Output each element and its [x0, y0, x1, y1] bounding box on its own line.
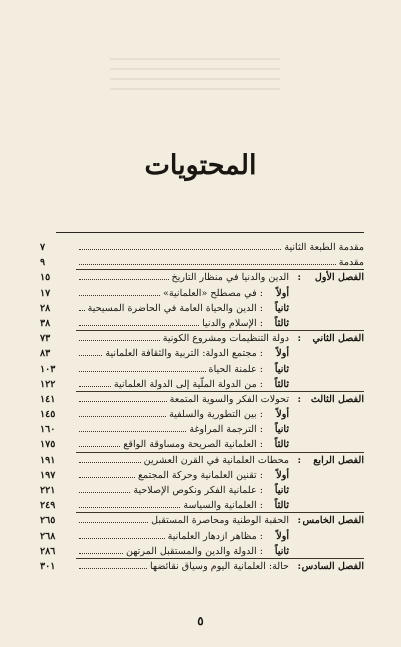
sub-label: أولاً	[276, 530, 289, 542]
leader-dots	[79, 295, 160, 296]
sub-label: ثانياً	[274, 545, 289, 557]
leader-dots	[79, 538, 165, 539]
chapter-colon: :	[297, 333, 301, 345]
contents-row	[0, 346, 401, 361]
page-ref: ٢٨	[40, 302, 51, 314]
chapter-label: الفصل الثاني	[312, 333, 364, 345]
contents-row	[0, 362, 401, 377]
contents-row	[0, 240, 401, 255]
entry-title: : تقنين العلمانية وحركة المجتمع	[137, 469, 263, 481]
entry	[76, 255, 364, 270]
page-title: المحتويات	[144, 150, 257, 181]
page-ref: ١٠٣	[40, 363, 56, 375]
entry	[76, 301, 289, 316]
chapter-colon: :	[297, 454, 301, 466]
title-rule	[56, 232, 364, 233]
page-ref: ٢٨٦	[40, 545, 56, 557]
page-ref: ٣٨	[40, 317, 51, 329]
leader-dots	[79, 249, 281, 250]
page-ref: ١٢٢	[40, 378, 56, 390]
page-ref: ٢٦٨	[40, 530, 56, 542]
entry-title: : من الدولة الملّية إلى الدولة العلمانية	[113, 378, 263, 390]
chapter-label: الفصل الثالث	[310, 393, 364, 405]
chapter-label: الفصل الخامس	[302, 515, 364, 527]
page-number: ٥	[197, 614, 204, 628]
sub-label: ثانياً	[274, 424, 289, 436]
entry-title: مقدمة	[338, 257, 364, 269]
entry-title: : العلمانية الصريحة ومساوقة الواقع	[123, 439, 263, 451]
entry	[76, 346, 289, 361]
contents-row	[0, 513, 401, 528]
entry	[76, 377, 289, 392]
page-ref: ١٩١	[40, 454, 56, 466]
page-ref: ١٧	[40, 287, 51, 299]
sub-label: ثالثاً	[274, 439, 289, 451]
contents-row	[0, 407, 401, 422]
leader-dots	[79, 401, 167, 402]
contents-row	[0, 301, 401, 316]
contents-row	[0, 483, 401, 498]
page-ref: ١٩٧	[40, 469, 56, 481]
leader-dots	[79, 522, 148, 523]
entry-title: : الإسلام والدنيا	[202, 317, 263, 329]
entry	[76, 286, 289, 301]
leader-dots	[79, 492, 130, 493]
page-ref: ١٤٥	[40, 409, 56, 421]
entry	[76, 437, 289, 452]
sub-label: أولاً	[276, 409, 289, 421]
entry	[76, 240, 364, 255]
contents-list	[0, 240, 401, 574]
leader-dots	[79, 310, 85, 311]
chapter-colon: :	[297, 393, 301, 405]
leader-dots	[79, 568, 147, 569]
leader-dots	[79, 446, 120, 447]
sub-label: ثالثاً	[274, 317, 289, 329]
sub-label: ثانياً	[274, 485, 289, 496]
leader-dots	[79, 371, 206, 372]
entry	[76, 392, 289, 407]
chapter-colon: :	[297, 515, 301, 527]
leader-dots	[79, 416, 166, 417]
chapter-label: الفصل الرابع	[313, 454, 364, 466]
entry-title: : الدين والحياة العامة في الحاضرة المسيحية	[87, 302, 263, 314]
entry-title: : علمانية الفكر ونكوص الإصلاحية	[133, 485, 263, 496]
chapter-label: الفصل الأول	[314, 272, 364, 284]
contents-row	[0, 377, 401, 392]
leader-dots	[79, 340, 160, 341]
entry	[76, 468, 289, 483]
contents-row	[0, 270, 401, 285]
leader-dots	[79, 355, 102, 356]
chapter-colon: :	[297, 560, 301, 572]
sub-label: ثانياً	[274, 363, 289, 375]
entry-title: تحولات الفكر والسوية المتمعة	[169, 393, 289, 405]
chapter-colon: :	[297, 272, 301, 284]
entry-title: : مجتمع الدولة: التربية والثقافة العلمانية	[105, 348, 263, 360]
entry	[76, 544, 289, 559]
contents-row	[0, 255, 401, 270]
leader-dots	[79, 477, 135, 478]
leader-dots	[79, 507, 180, 508]
sub-label: ثالثاً	[274, 500, 289, 512]
entry	[76, 362, 289, 377]
entry-title: : في مصطلح «العلمانية»	[163, 287, 263, 299]
entry-title: : الترجمة المراوغة	[189, 424, 263, 436]
contents-row	[0, 498, 401, 513]
contents-row	[0, 422, 401, 437]
page-ref: ٧٣	[40, 333, 51, 345]
entry-title: : علمنة الحياة	[208, 363, 263, 375]
bleed-through-text	[110, 58, 280, 98]
sub-label: ثالثاً	[274, 378, 289, 390]
page-ref: ٩	[40, 257, 46, 269]
entry	[76, 498, 289, 513]
leader-dots	[79, 431, 186, 432]
contents-row	[0, 331, 401, 346]
entry-title: حالة: العلمانية اليوم وسياق نقائضها	[149, 560, 289, 572]
entry-title: محطات العلمانية في القرن العشرين	[143, 454, 289, 466]
entry-title: : الدولة والدين والمستقبل المرتهن	[125, 545, 263, 557]
entry-title: مقدمة الطبعة الثانية	[284, 242, 364, 253]
leader-dots	[79, 462, 141, 463]
contents-row	[0, 437, 401, 452]
contents-row	[0, 392, 401, 407]
page-ref: ١٧٥	[40, 439, 56, 451]
contents-row	[0, 529, 401, 544]
entry	[76, 422, 289, 437]
leader-dots	[79, 279, 169, 280]
entry-title: دولة التنظيمات ومشروع الكونية	[162, 333, 289, 345]
entry	[76, 407, 289, 422]
entry	[76, 270, 289, 285]
leader-dots	[79, 264, 336, 265]
sub-label: أولاً	[276, 348, 289, 360]
entry	[76, 316, 289, 331]
leader-dots	[79, 386, 111, 387]
page-ref: ٢٦٥	[40, 515, 56, 527]
entry-title: : بين التطورية والسلفية	[169, 409, 263, 421]
sub-label: ثانياً	[274, 302, 289, 314]
contents-row	[0, 316, 401, 331]
entry	[76, 331, 289, 346]
contents-row	[0, 286, 401, 301]
leader-dots	[79, 553, 123, 554]
contents-row	[0, 468, 401, 483]
page-ref: ١٥	[40, 272, 51, 284]
leader-dots	[79, 325, 199, 326]
chapter-label: الفصل السادس	[301, 560, 364, 572]
entry	[76, 559, 289, 574]
contents-row	[0, 453, 401, 468]
page-ref: ١٦٠	[40, 424, 56, 436]
entry	[76, 529, 289, 544]
page-ref: ٢٤٩	[40, 500, 56, 512]
entry-title: : مظاهر ازدهار العلمانية	[167, 530, 263, 542]
entry-title: : العلمانية والسياسة	[183, 500, 263, 512]
contents-row	[0, 544, 401, 559]
page-ref: ١٤١	[40, 393, 56, 405]
page-ref: ٨٣	[40, 348, 51, 360]
sub-label: أولاً	[276, 287, 289, 299]
page-ref: ٧	[40, 242, 46, 253]
sub-label: أولاً	[276, 469, 289, 481]
page-ref: ٢٢١	[40, 485, 56, 496]
entry	[76, 483, 289, 498]
entry	[76, 453, 289, 468]
entry	[76, 513, 289, 528]
contents-row	[0, 559, 401, 574]
page-ref: ٣٠١	[40, 560, 56, 572]
entry-title: الدين والدنيا في منظار التاريخ	[171, 272, 289, 284]
entry-title: الحقبة الوطنية ومحاصرة المستقبل	[151, 515, 289, 527]
